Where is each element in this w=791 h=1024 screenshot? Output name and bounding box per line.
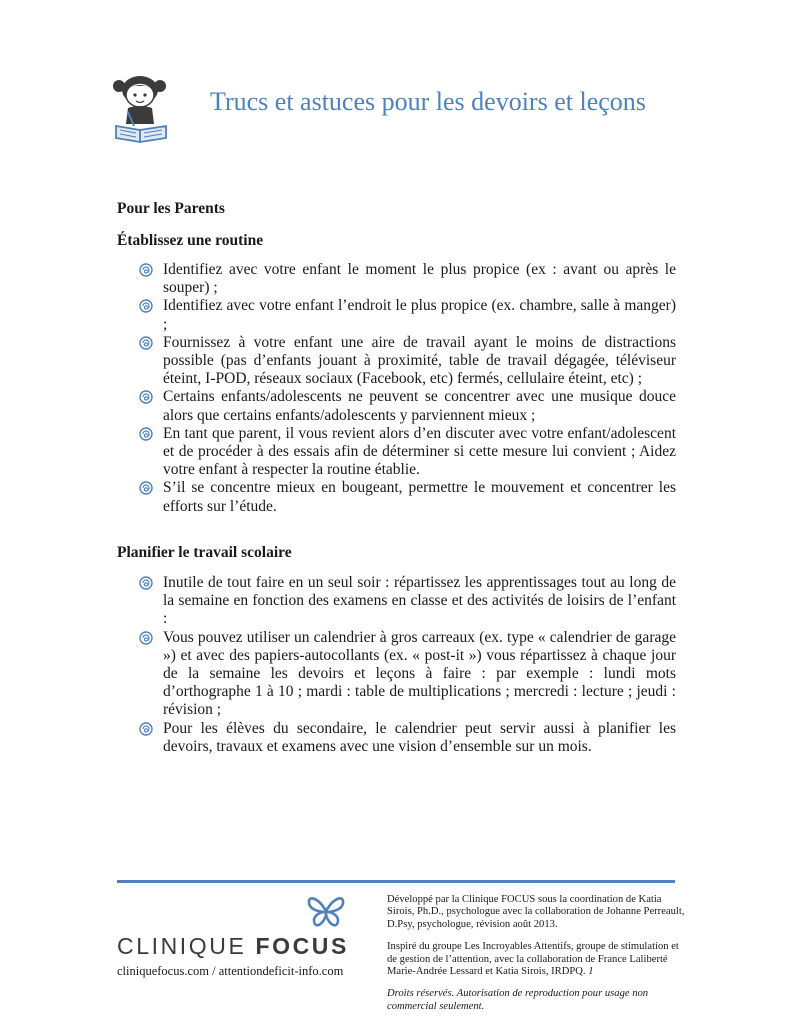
bullet-text: En tant que parent, il vous revient alors d’en discuter avec votre enfant/adolescent et de procéder à des essais afin de déterminer si cette mesure lui convient ; Aidez votre enfant à respecter la routine établie. bbox=[163, 424, 676, 479]
bullet-text: Inutile de tout faire en un seul soir : répartissez les apprentissages tout au long de la semaine en fonction des examens en classe et des activités de loisirs de l’enfant : bbox=[163, 574, 676, 628]
bullet-text: Fournissez à votre enfant une aire de travail ayant le moins de distractions possible (pas d’enfants jouant à proximité, table de travail dégagée, téléviseur éteint, I-POD, réseaux sociaux (Facebook, etc) fermés, cellulaire éteint, etc) ; bbox=[163, 333, 676, 388]
spiral-bullet-icon bbox=[139, 263, 153, 277]
credit-inspiration-text: Inspiré du groupe Les Incroyables Attentifs, groupe de stimulation et de gestion de l’attention, avec la collaboration de France Laliberté Marie-Andrée Lessard et Katia Sirois, IRDPQ. bbox=[387, 941, 679, 978]
routine-item bbox=[139, 334, 676, 389]
planning-heading: Planifier le travail scolaire bbox=[117, 544, 292, 561]
spiral-bullet-icon bbox=[139, 427, 153, 441]
planning-list bbox=[139, 574, 676, 756]
brand-light: CLINIQUE bbox=[117, 933, 256, 959]
planning-item bbox=[139, 574, 676, 629]
rights-notice: Droits réservés. Autorisation de reproduction pour usage non commercial seulement. bbox=[387, 988, 649, 1012]
credit-development: Développé par la Clinique FOCUS sous la coordination de Katia Sirois, Ph.D., psychologue avec la collaboration de Johanne Perreault, D.Psy, psychologue, révision août 2013. bbox=[387, 894, 685, 930]
routine-item bbox=[139, 425, 676, 480]
girl-reading-icon bbox=[110, 72, 172, 144]
bullet-text: Vous pouvez utiliser un calendrier à gros carreaux (ex. type « calendrier de garage ») et avec des papiers-autocollants (ex. « post-it ») vous répartissez à chaque jour de la semaine les devoirs et leçons à faire : par exemple : lundi mots d’orthographe 1 à 10 ; mardi : table de multiplications ; mercredi : lecture ; jeudi : révision ; bbox=[163, 628, 676, 719]
footer-websites: cliniquefocus.com / attentiondeficit-info.com bbox=[117, 964, 344, 978]
planning-item bbox=[139, 720, 676, 756]
clinic-brand bbox=[117, 933, 349, 960]
bullet-text: Identifiez avec votre enfant le moment le plus propice (ex : avant ou après le souper) ; bbox=[163, 261, 676, 297]
spiral-bullet-icon bbox=[139, 481, 153, 495]
spiral-bullet-icon bbox=[139, 390, 153, 404]
brand-bold: FOCUS bbox=[255, 933, 349, 959]
routine-item bbox=[139, 388, 676, 424]
footer-credits bbox=[387, 894, 687, 1013]
credit-inspiration bbox=[387, 941, 687, 978]
audience-heading: Pour les Parents bbox=[117, 200, 225, 217]
spiral-bullet-icon bbox=[139, 631, 153, 645]
routine-item bbox=[139, 479, 676, 515]
page-number: 1 bbox=[588, 966, 594, 978]
spiral-bullet-icon bbox=[139, 576, 153, 590]
butterfly-logo-icon bbox=[304, 893, 348, 929]
spiral-bullet-icon bbox=[139, 299, 153, 313]
routine-heading: Établissez une routine bbox=[117, 232, 264, 249]
bullet-text: Certains enfants/adolescents ne peuvent se concentrer avec une musique douce alors que certains enfants/adolescents y parviennent mieux ; bbox=[163, 388, 676, 424]
routine-item bbox=[139, 297, 676, 333]
routine-list bbox=[139, 261, 676, 516]
document-title: Trucs et astuces pour les devoirs et leçons bbox=[210, 87, 646, 117]
bullet-text: Pour les élèves du secondaire, le calendrier peut servir aussi à planifier les devoirs, travaux et examens avec une vision d’ensemble sur un mois. bbox=[163, 719, 676, 755]
bullet-text: Identifiez avec votre enfant l’endroit le plus propice (ex. chambre, salle à manger) ; bbox=[163, 297, 676, 333]
spiral-bullet-icon bbox=[139, 336, 153, 350]
routine-item bbox=[139, 261, 676, 297]
bullet-text: S’il se concentre mieux en bougeant, permettre le mouvement et concentrer les efforts sur l’étude. bbox=[163, 479, 676, 515]
spiral-bullet-icon bbox=[139, 722, 153, 736]
footer-divider bbox=[117, 880, 675, 883]
planning-item bbox=[139, 629, 676, 720]
